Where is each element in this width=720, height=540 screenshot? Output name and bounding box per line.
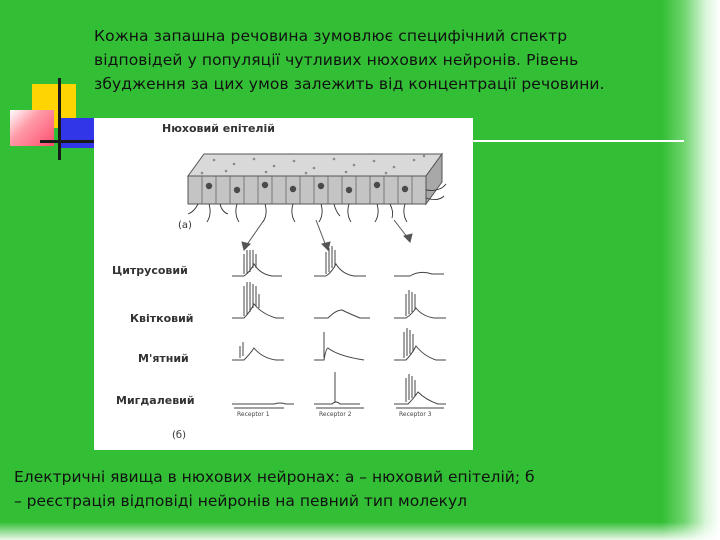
receptor-1-label: Receptor 1 <box>237 411 270 418</box>
receptor-arrows <box>242 220 412 250</box>
part-a-label: (а) <box>178 220 192 231</box>
row-label-mint: М'ятний <box>138 352 189 365</box>
row-label-floral: Квітковий <box>130 312 194 325</box>
row-label-almond: Мигдалевий <box>116 394 195 407</box>
decor-vertical-line <box>58 78 61 160</box>
epithelium-label: Нюховий епітелій <box>162 122 275 135</box>
response-traces <box>232 246 446 408</box>
row-label-citrus: Цитрусовий <box>112 264 188 277</box>
slide-caption: Електричні явища в нюхових нейронах: а – нюховий епітелій; б – реєстрація відповіді нейронів на певний тип молекул <box>14 468 535 510</box>
epithelium-block <box>188 154 446 222</box>
part-b-label: (б) <box>172 430 186 441</box>
receptor-3-label: Receptor 3 <box>399 411 432 418</box>
olfactory-figure-svg <box>94 118 473 450</box>
decor-horizontal-line <box>40 140 96 143</box>
olfactory-figure <box>94 118 473 450</box>
slide-bottom-fade <box>0 522 720 540</box>
decor-blue-square <box>60 118 94 148</box>
slide-title: Кожна запашна речовина зумовлює специфічний спектр відповідей у популяції чутливих нюхових нейронів. Рівень збудження за цих умов залежить від концентрації речовини. <box>94 27 605 93</box>
receptor-2-label: Receptor 2 <box>319 411 352 418</box>
